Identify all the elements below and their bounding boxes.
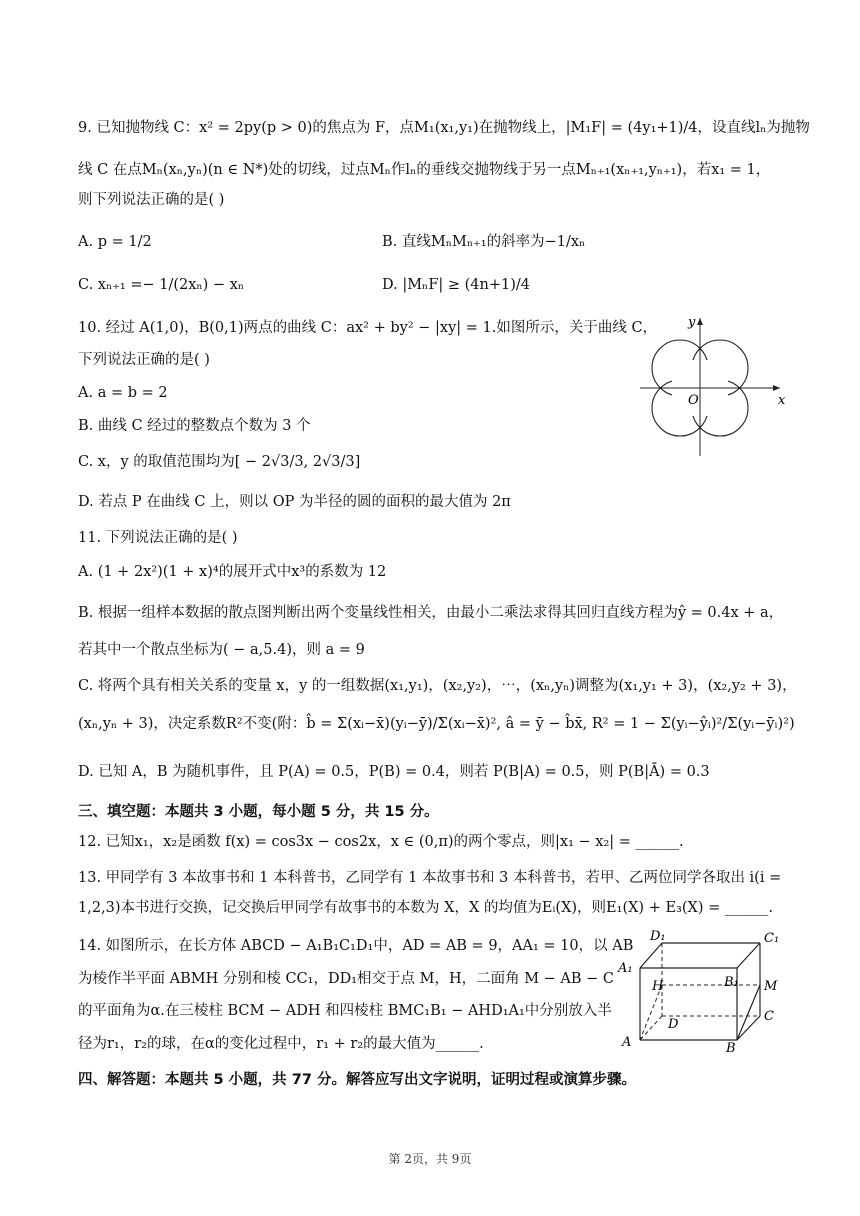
q11-option-d: D. 已知 A，B 为随机事件，且 P(A) = 0.5，P(B) = 0.4，则若 P(B|A) = 0.5，则 P(B|Ā) = 0.3 <box>78 764 710 780</box>
label-c: C <box>764 1009 774 1024</box>
q9-line-3: 则下列说法正确的是( ) <box>78 192 225 208</box>
q10-curve-figure <box>630 310 790 460</box>
q10-option-a: A. a = b = 2 <box>78 385 168 401</box>
q11-option-c-line-2: (xₙ,yₙ + 3)，决定系数R²不变(附：b̂ = Σ(xᵢ−x̄)(yᵢ−ȳ)/Σ(xᵢ−x̄)², â = ȳ − b̂x̄, R² = 1 − Σ(yᵢ−ŷᵢ)²/Σ(yᵢ−ȳᵢ)²) <box>78 716 795 732</box>
label-d: D <box>668 1017 679 1032</box>
q10-fig-x-label: x <box>778 393 786 408</box>
q9-option-d: D. |MₙF| ≥ (4n+1)/4 <box>382 277 531 293</box>
q14-cuboid-figure <box>612 928 792 1058</box>
q14-line-1: 14. 如图所示，在长方体 ABCD − A₁B₁C₁D₁中，AD = AB = 9，AA₁ = 10，以 AB <box>78 938 634 954</box>
q11-option-b-line-1: B. 根据一组样本数据的散点图判断出两个变量线性相关，由最小二乘法求得其回归直线方程为ŷ = 0.4x + a， <box>78 605 784 621</box>
q13-line-1: 13. 甲同学有 3 本故事书和 1 本科普书，乙同学有 1 本故事书和 3 本科普书，若甲、乙两位同学各取出 i(i = <box>78 870 782 886</box>
q9-line-1: 9. 已知抛物线 C：x² = 2py(p > 0)的焦点为 F，点M₁(x₁,y₁)在抛物线上，|M₁F| = (4y₁+1)/4，设直线lₙ为抛物 <box>78 120 810 136</box>
q9-option-c: C. xₙ₊₁ =− 1/(2xₙ) − xₙ <box>78 277 245 293</box>
q10-line-1: 10. 经过 A(1,0)，B(0,1)两点的曲线 C：ax² + by² − |xy| = 1.如图所示，关于曲线 C， <box>78 320 658 336</box>
q10-option-d: D. 若点 P 在曲线 C 上，则以 OP 为半径的圆的面积的最大值为 2π <box>78 494 511 510</box>
label-c1: C₁ <box>764 931 780 946</box>
q14-line-4: 径为r₁，r₂的球，在α的变化过程中，r₁ + r₂的最大值为______. <box>78 1036 484 1052</box>
label-a: A <box>622 1035 632 1050</box>
section-4-heading: 四、解答题：本题共 5 小题，共 77 分。解答应写出文字说明，证明过程或演算步骤。 <box>78 1072 636 1088</box>
label-b1: B₁ <box>724 975 739 990</box>
q11-option-c-line-1: C. 将两个具有相关关系的变量 x，y 的一组数据(x₁,y₁)，(x₂,y₂)，⋯，(xₙ,yₙ)调整为(x₁,y₁ + 3)，(x₂,y₂ + 3)， <box>78 678 797 694</box>
section-3-heading: 三、填空题：本题共 3 小题，每小题 5 分，共 15 分。 <box>78 804 439 820</box>
q9-option-a: A. p = 1/2 <box>78 234 152 250</box>
q10-option-c: C. x，y 的取值范围均为[ − 2√3/3, 2√3/3] <box>78 454 361 470</box>
label-a1: A₁ <box>618 961 633 976</box>
q9-line-2: 线 C 在点Mₙ(xₙ,yₙ)(n ∈ N*)处的切线，过点Mₙ作lₙ的垂线交抛物线于另一点Mₙ₊₁(xₙ₊₁,yₙ₊₁)，若x₁ = 1， <box>78 162 771 178</box>
q12-text: 12. 已知x₁，x₂是函数 f(x) = cos3x − cos2x，x ∈ (0,π)的两个零点，则|x₁ − x₂| = ______. <box>78 834 684 850</box>
q13-line-2: 1,2,3)本书进行交换，记交换后甲同学有故事书的本数为 X，X 的均值为Eᵢ(X)，则E₁(X) + E₃(X) = ______. <box>78 900 773 916</box>
q11-option-b-line-2: 若其中一个散点坐标为( − a,5.4)，则 a = 9 <box>78 642 365 658</box>
q14-line-2: 为棱作半平面 ABMH 分别和棱 CC₁，DD₁相交于点 M，H，二面角 M − AB − C <box>78 971 615 987</box>
q11-option-a: A. (1 + 2x²)(1 + x)⁴的展开式中x³的系数为 12 <box>78 564 387 580</box>
q10-line-2: 下列说法正确的是( ) <box>78 352 210 368</box>
page-footer: 第 2页，共 9页 <box>388 1152 472 1166</box>
q10-fig-y-label: y <box>688 315 696 330</box>
label-h: H <box>652 979 664 994</box>
label-d1: D₁ <box>650 929 666 944</box>
q10-fig-origin-label: O <box>688 393 699 408</box>
label-m: M <box>764 979 778 994</box>
q9-option-b: B. 直线MₙMₙ₊₁的斜率为−1/xₙ <box>382 234 586 250</box>
label-b: B <box>726 1041 736 1056</box>
q10-option-b: B. 曲线 C 经过的整数点个数为 3 个 <box>78 418 311 434</box>
q11-line-1: 11. 下列说法正确的是( ) <box>78 530 238 546</box>
q14-line-3: 的平面角为α.在三棱柱 BCM − ADH 和四棱柱 BMC₁B₁ − AHD₁A₁中分别放入半 <box>78 1003 612 1019</box>
